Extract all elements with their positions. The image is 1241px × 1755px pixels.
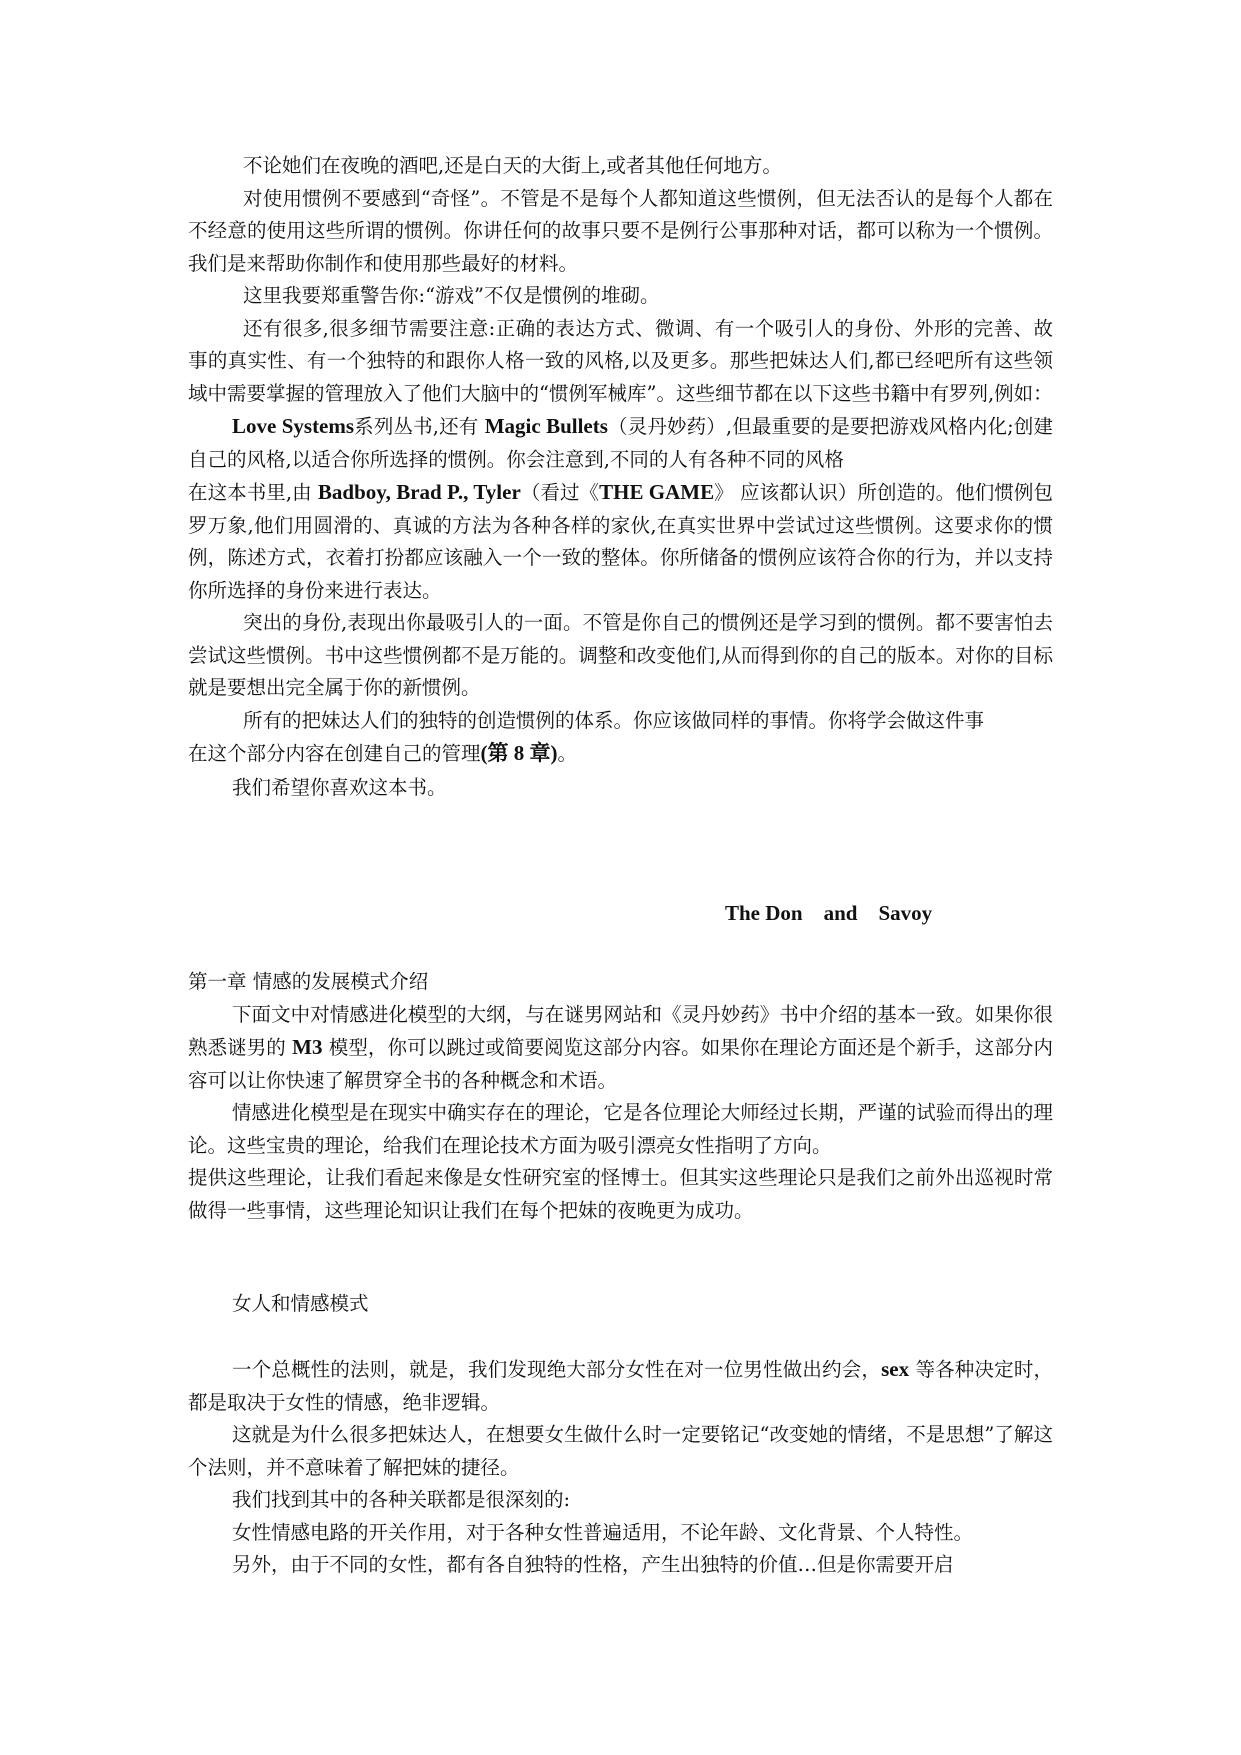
book-title: Magic Bullets (484, 414, 608, 438)
chapter-title: 第一章 情感的发展模式介绍 (188, 970, 429, 993)
paragraph: 对使用惯例不要感到“奇怪”。不管是不是每个人都知道这些惯例，但无法否认的是每个人都在不经意的使用这些所谓的惯例。你讲任何的故事只要不是例行公事那种对话，都可以称为一个惯例。我们是来帮助你制作和使用那些最好的材料。 (188, 186, 1053, 275)
paragraph: 所有的把妹达人们的独特的创造惯例的体系。你应该做同样的事情。你将学会做这件事 (243, 708, 985, 732)
chapter-one (188, 966, 1053, 1227)
paragraph: 下面文中对情感进化模型的大纲，与在谜男网站和《灵丹妙药》书中介绍的基本一致。如果你很熟悉谜男的 M3 模型，你可以跳过或简要阅览这部分内容。如果你在理论方面还是个新手，这部分内容可以让你快速了解贯穿全书的各种概念和术语。 (188, 1002, 1053, 1092)
paragraph: 一个总概性的法则，就是，我们发现绝大部分女性在对一位男性做出约会，sex 等各种决定时，都是取决于女性的情感，绝非逻辑。 (188, 1357, 1053, 1414)
intro-section (188, 150, 1053, 771)
paragraph: 这里我要郑重警告你:“游戏”不仅是惯例的堆砌。 (243, 284, 660, 307)
book-title: Love Systems (232, 414, 355, 438)
paragraph: 在这个部分内容在创建自己的管理(第 8 章)。 (188, 741, 578, 765)
paragraph: 提供这些理论，让我们看起来像是女性研究室的怪博士。但其实这些理论只是我们之前外出巡视时常做得一些事情，这些理论知识让我们在每个把妹的夜晚更为成功。 (188, 1166, 1053, 1222)
paragraph: 情感进化模型是在现实中确实存在的理论，它是各位理论大师经过长期，严谨的试验而得出的理论。这些宝贵的理论，给我们在理论技术方面为吸引漂亮女性指明了方向。 (188, 1101, 1053, 1157)
paragraph: 还有很多,很多细节需要注意:正确的表达方式、微调、有一个吸引人的身份、外形的完善、故事的真实性、有一个独特的和跟你人格一致的风格,以及更多。那些把妹达人们,都已经吧所有这些领域中需要掌握的管理放入了他们大脑中的“惯例军械库”。这些细节都在以下这些书籍中有罗列,例如： (188, 316, 1053, 405)
paragraph: 不论她们在夜晚的酒吧,还是白天的大街上,或者其他任何地方。 (243, 154, 782, 177)
paragraph: 突出的身份,表现出你最吸引人的一面。不管是你自己的惯例还是学习到的惯例。都不要害怕去尝试这些惯例。书中这些惯例都不是万能的。调整和改变他们,从而得到你的自己的版本。对你的目标就是要想出完全属于你的新惯例。 (188, 611, 1053, 699)
paragraph: 这就是为什么很多把妹达人，在想要女生做什么时一定要铭记“改变她的情绪，不是思想”了解这个法则，并不意味着了解把妹的捷径。 (188, 1423, 1053, 1479)
section-body (188, 1353, 1053, 1582)
paragraph: 在这本书里,由 Badboy, Brad P., Tyler（看过《THE GAME》 应该都认识）所创造的。他们惯例包罗万象,他们用圆滑的、真诚的方法为各种各样的家伙,在真实世界中尝试过这些惯例。这要求你的惯例，陈述方式，衣着打扮都应该融入一个一致的整体。你所储备的惯例应该符合你的行为，并以支持你所选择的身份来进行表达。 (188, 480, 1053, 602)
closing-line: 我们希望你喜欢这本书。 (232, 776, 447, 799)
paragraph: 女性情感电路的开关作用，对于各种女性普遍适用，不论年龄、文化背景、个人特性。 (232, 1520, 974, 1544)
paragraph: 另外，由于不同的女性，都有各自独特的性格，产生出独特的价值…但是你需要开启 (232, 1553, 954, 1576)
paragraph: 我们找到其中的各种关联都是很深刻的: (232, 1488, 571, 1511)
section-subtitle: 女人和情感模式 (232, 1292, 369, 1315)
book-title: THE GAME (599, 480, 715, 504)
author-names: Badboy, Brad P., Tyler (317, 480, 521, 504)
paragraph: Love Systems系列丛书,还有 Magic Bullets（灵丹妙药）,但最重要的是要把游戏风格内化;创建自己的风格,以适合你所选择的惯例。你会注意到,不同的人有各种不同的风格 (188, 414, 1053, 471)
signature: The Don and Savoy (725, 901, 933, 925)
